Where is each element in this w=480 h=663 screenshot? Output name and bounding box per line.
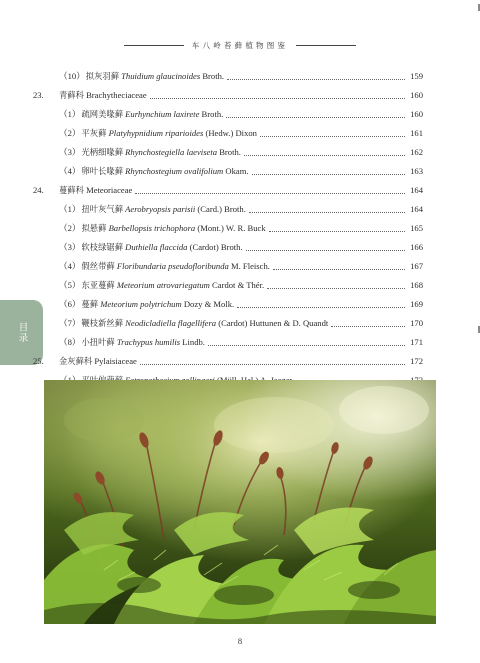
toc-species-entry[interactable] <box>33 219 423 238</box>
toc-dot-leader <box>260 135 405 137</box>
toc-species-entry[interactable] <box>33 257 423 276</box>
toc-species-entry[interactable] <box>33 124 423 143</box>
toc-entry-number: 24. <box>33 185 44 195</box>
toc-entry-author: Broth. <box>202 71 225 81</box>
toc-dot-leader <box>244 154 405 156</box>
toc-entry-latin-name: Barbellopsis trichophora <box>108 223 196 233</box>
toc-entry-chinese-name: 金灰藓科 <box>59 356 93 366</box>
toc-entry-author: Dozy & Molk. <box>183 299 235 309</box>
toc-dot-leader <box>267 287 405 289</box>
toc-entry-title <box>59 352 137 371</box>
toc-family-entry[interactable] <box>33 181 423 200</box>
toc-entry-title <box>59 181 132 200</box>
toc-entry-author: M. Fleisch. <box>230 261 270 271</box>
toc-entry-chinese-name: 鞭枝新丝藓 <box>81 318 123 328</box>
toc-entry-author: (Cardot) Broth. <box>189 242 243 252</box>
toc-page-number: 163 <box>410 166 423 176</box>
toc-entry-number: （4） <box>59 166 81 176</box>
toc-page-number: 168 <box>410 280 423 290</box>
toc-page-number: 166 <box>410 242 423 252</box>
toc-entry-author: Broth. <box>201 109 224 119</box>
toc-entry-title <box>82 257 270 276</box>
toc-page-number: 162 <box>410 147 423 157</box>
toc-dot-leader <box>140 363 405 365</box>
toc-dot-leader <box>227 78 405 80</box>
toc-entry-number: 25. <box>33 356 44 366</box>
toc-entry-number: （1） <box>59 204 81 214</box>
toc-dot-leader <box>246 249 405 251</box>
toc-entry-number: （8） <box>59 337 81 347</box>
toc-entry-family-latin: Pylaisiaceae <box>94 356 137 366</box>
toc-dot-leader <box>331 325 405 327</box>
toc-species-entry[interactable] <box>33 314 423 333</box>
toc-entry-number: （4） <box>59 261 81 271</box>
toc-entry-author: (Hedw.) Dixon <box>205 128 257 138</box>
toc-entry-chinese-name: 平灰藓 <box>81 128 107 138</box>
header-rule-right <box>296 45 356 46</box>
toc-entry-chinese-name: 小扭叶藓 <box>81 337 115 347</box>
toc-entry-latin-name: Eurhynchium laxirete <box>125 109 200 119</box>
toc-entry-latin-name: Duthiella flaccida <box>125 242 188 252</box>
toc-entry-latin-name: Rhynchostegiella laeviseta <box>125 147 218 157</box>
toc-entry-latin-name: Trachypus humilis <box>116 337 181 347</box>
side-tab-label: 目录 <box>16 322 28 343</box>
toc-page-number: 169 <box>410 299 423 309</box>
toc-species-entry[interactable] <box>33 238 423 257</box>
toc-entry-latin-name: Meteorium polytrichum <box>100 299 182 309</box>
toc-dot-leader <box>150 97 405 99</box>
toc-entry-number: （5） <box>59 280 81 290</box>
toc-entry-family-latin: Brachytheciaceae <box>86 90 147 100</box>
toc-entry-number: （2） <box>59 128 81 138</box>
toc-entry-author: (Cardot) Huttunen & D. Quandt <box>218 318 329 328</box>
moss-photo <box>44 380 436 624</box>
toc-species-entry[interactable] <box>33 200 423 219</box>
toc-species-entry[interactable] <box>33 333 423 352</box>
toc-page-number: 170 <box>410 318 423 328</box>
toc-dot-leader <box>135 192 405 194</box>
toc-entry-latin-name: Meteorium atrovariegatum <box>116 280 210 290</box>
toc-entry-author: Cardot & Thér. <box>212 280 265 290</box>
toc-species-entry[interactable] <box>33 143 423 162</box>
toc-species-entry[interactable] <box>33 67 423 86</box>
toc-entry-number: 23. <box>33 90 44 100</box>
toc-entry-number: （3） <box>59 242 81 252</box>
toc-entry-chinese-name: 蔓藓科 <box>59 185 84 195</box>
toc-species-entry[interactable] <box>33 105 423 124</box>
toc-entry-chinese-name: 疏网美喙藓 <box>81 109 123 119</box>
toc-entry-number: （6） <box>59 299 81 309</box>
toc-dot-leader <box>208 344 405 346</box>
toc-entry-title <box>59 86 147 105</box>
toc-page-number: 161 <box>410 128 423 138</box>
toc-entry-number: （3） <box>59 147 81 157</box>
toc-entry-title <box>82 143 241 162</box>
toc-page-number: 165 <box>410 223 423 233</box>
toc-entry-chinese-name: 拟悬藓 <box>81 223 107 233</box>
toc-entry-chinese-name: 东亚蔓藓 <box>81 280 115 290</box>
toc-entry-chinese-name: 蔓藓 <box>81 299 99 309</box>
toc-page-number: 164 <box>410 204 423 214</box>
toc-page-number: 171 <box>410 337 423 347</box>
toc-entry-title <box>82 276 265 295</box>
toc-entry-title <box>82 105 224 124</box>
toc-entry-title <box>82 219 266 238</box>
toc-entry-author: Broth. <box>219 147 241 157</box>
header-rule-left <box>124 45 184 46</box>
toc-entry-title <box>82 238 243 257</box>
toc-entry-chinese-name: 扭叶灰气藓 <box>81 204 123 214</box>
toc-entry-title <box>82 124 257 143</box>
toc-dot-leader <box>273 268 405 270</box>
toc-family-entry[interactable] <box>33 352 423 371</box>
toc-entry-chinese-name: 拟灰羽藓 <box>85 71 119 81</box>
toc-entry-author: Lindb. <box>182 337 205 347</box>
toc-dot-leader <box>237 306 405 308</box>
toc-entry-author: (Card.) Broth. <box>197 204 246 214</box>
toc-species-entry[interactable] <box>33 162 423 181</box>
toc-entry-title <box>82 162 249 181</box>
table-of-contents <box>33 67 423 428</box>
toc-dot-leader <box>249 211 405 213</box>
toc-entry-latin-name: Platyhypnidium riparioides <box>108 128 204 138</box>
toc-page-number: 160 <box>410 109 423 119</box>
toc-entry-latin-name: Floribundaria pseudofloribunda <box>116 261 229 271</box>
toc-entry-author: Okam. <box>225 166 249 176</box>
toc-family-entry[interactable] <box>33 86 423 105</box>
toc-page-number: 159 <box>410 71 423 81</box>
toc-entry-number: （2） <box>59 223 81 233</box>
toc-page-number: 160 <box>410 90 423 100</box>
toc-species-entry[interactable] <box>33 276 423 295</box>
toc-entry-latin-name: Aerobryopsis parisii <box>125 204 196 214</box>
toc-dot-leader <box>252 173 405 175</box>
running-header <box>0 38 480 52</box>
toc-entry-title <box>82 314 329 333</box>
toc-entry-latin-name: Neodicladiella flagellifera <box>125 318 217 328</box>
toc-entry-author: (Mont.) W. R. Buck <box>197 223 266 233</box>
moss-photo-image <box>44 380 436 624</box>
toc-entry-latin-name: Rhynchostegium ovalifolium <box>125 166 224 176</box>
toc-page-number: 167 <box>410 261 423 271</box>
toc-entry-number: （7） <box>59 318 81 328</box>
toc-entry-title <box>82 333 205 352</box>
toc-entry-latin-name: Thuidium glaucinoides <box>121 71 201 81</box>
page-number: 8 <box>237 636 243 646</box>
toc-page-number: 164 <box>410 185 423 195</box>
running-title: 车八岭苔藓植物图鉴 <box>191 40 289 50</box>
toc-entry-family-latin: Meteoriaceae <box>86 185 133 195</box>
toc-species-entry[interactable] <box>33 295 423 314</box>
toc-entry-title <box>82 295 235 314</box>
toc-entry-chinese-name: 软枝绿锯藓 <box>81 242 123 252</box>
toc-entry-title <box>86 67 224 86</box>
toc-entry-chinese-name: 青藓科 <box>59 90 84 100</box>
toc-entry-number: （1） <box>59 109 81 119</box>
toc-entry-chinese-name: 卵叶长喙藓 <box>81 166 123 176</box>
toc-entry-number: （10） <box>59 71 85 81</box>
toc-entry-chinese-name: 光柄细喙藓 <box>81 147 123 157</box>
toc-entry-title <box>82 200 246 219</box>
toc-dot-leader <box>269 230 405 232</box>
toc-dot-leader <box>226 116 405 118</box>
toc-entry-chinese-name: 假丝带藓 <box>81 261 115 271</box>
toc-page-number: 172 <box>410 356 423 366</box>
